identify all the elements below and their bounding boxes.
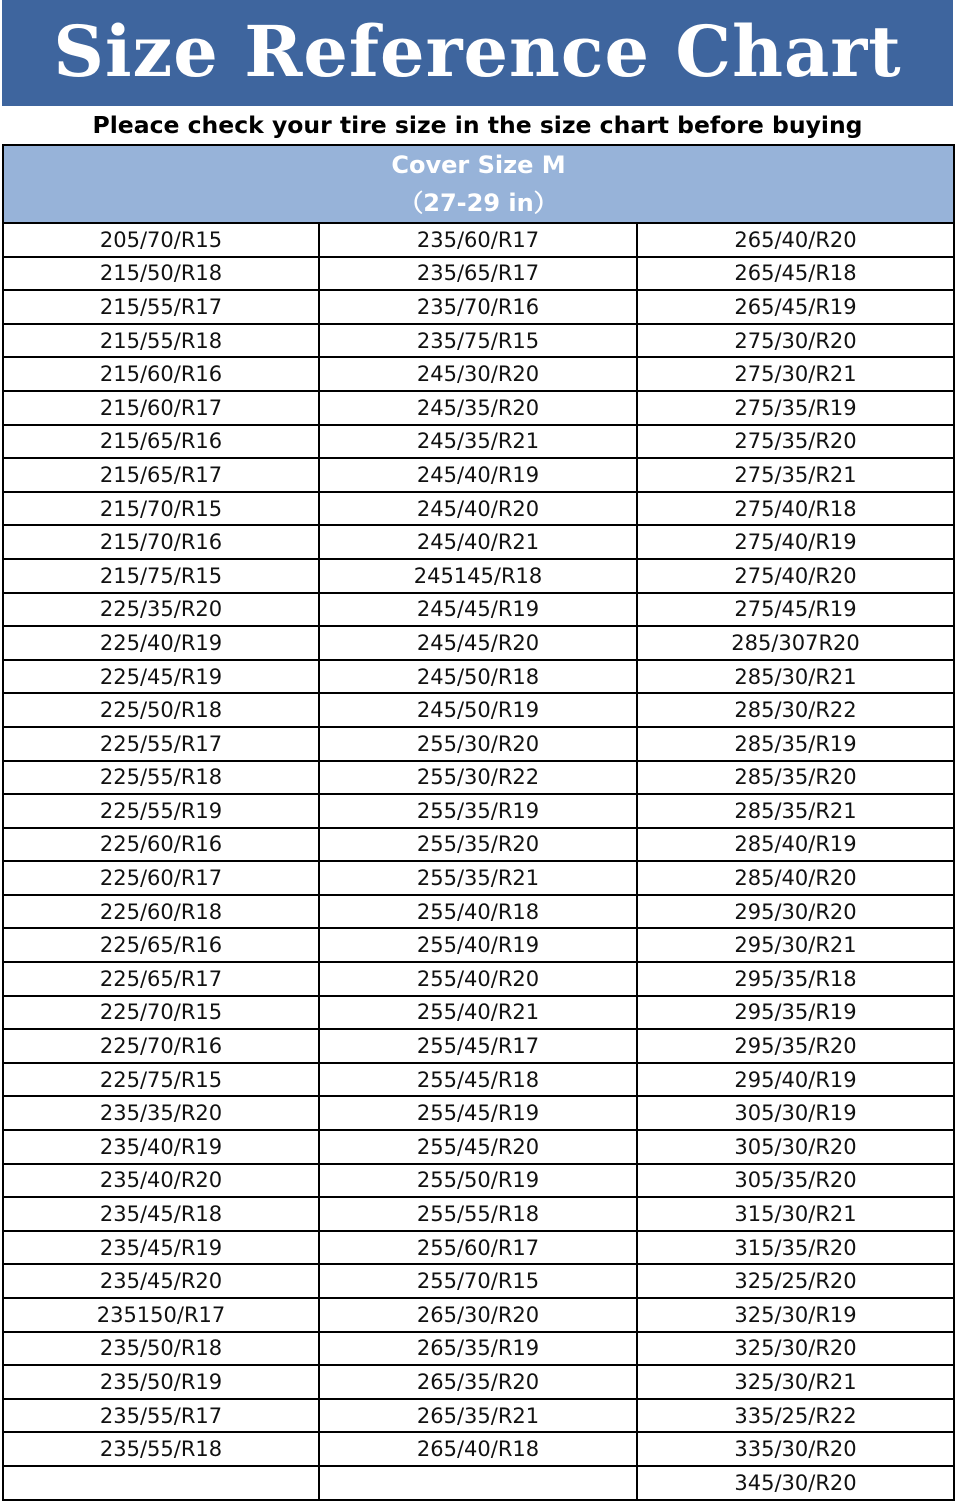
tire-size-cell: 215/65/R17 <box>3 458 319 492</box>
tire-size-cell: 285/35/R20 <box>637 761 954 795</box>
table-row <box>3 425 954 459</box>
tire-size-cell: 215/55/R18 <box>3 324 319 358</box>
tire-size-cell: 225/65/R17 <box>3 962 319 996</box>
tire-size-cell: 215/70/R16 <box>3 525 319 559</box>
tire-size-cell: 255/70/R15 <box>319 1264 637 1298</box>
tire-size-cell: 285/30/R21 <box>637 660 954 694</box>
tire-size-cell: 275/45/R19 <box>637 593 954 627</box>
table-row <box>3 525 954 559</box>
tire-size-cell: 245/35/R21 <box>319 425 637 459</box>
tire-size-cell: 275/40/R19 <box>637 525 954 559</box>
tire-size-cell: 275/35/R20 <box>637 425 954 459</box>
tire-size-cell: 285/35/R19 <box>637 727 954 761</box>
tire-size-cell: 225/60/R18 <box>3 895 319 929</box>
tire-size-cell: 265/35/R20 <box>319 1365 637 1399</box>
page-title: Size Reference Chart <box>53 10 902 93</box>
tire-size-cell: 225/50/R18 <box>3 693 319 727</box>
tire-size-cell: 235/55/R18 <box>3 1432 319 1466</box>
tire-size-cell: 265/40/R18 <box>319 1432 637 1466</box>
table-row <box>3 1332 954 1366</box>
table-row <box>3 1029 954 1063</box>
table-row <box>3 458 954 492</box>
tire-size-cell: 255/35/R21 <box>319 861 637 895</box>
tire-size-cell: 275/40/R20 <box>637 559 954 593</box>
tire-size-cell: 295/40/R19 <box>637 1063 954 1097</box>
table-row <box>3 693 954 727</box>
tire-size-cell: 215/55/R17 <box>3 290 319 324</box>
cover-size-header <box>3 145 954 223</box>
table-row <box>3 1466 954 1500</box>
tire-size-cell: 225/35/R20 <box>3 593 319 627</box>
tire-size-cell: 275/30/R21 <box>637 357 954 391</box>
tire-size-cell: 275/30/R20 <box>637 324 954 358</box>
tire-size-cell: 235/45/R20 <box>3 1264 319 1298</box>
tire-size-cell: 255/35/R19 <box>319 794 637 828</box>
tire-size-cell: 235/45/R19 <box>3 1231 319 1265</box>
table-row <box>3 492 954 526</box>
tire-size-cell: 275/35/R21 <box>637 458 954 492</box>
tire-size-cell: 265/35/R19 <box>319 1332 637 1366</box>
tire-size-cell: 265/35/R21 <box>319 1399 637 1433</box>
tire-size-cell: 235/65/R17 <box>319 257 637 291</box>
tire-size-cell: 285/40/R19 <box>637 828 954 862</box>
table-row <box>3 1231 954 1265</box>
tire-size-cell: 325/30/R19 <box>637 1298 954 1332</box>
size-reference-table <box>2 144 955 1501</box>
table-row <box>3 1197 954 1231</box>
tire-size-cell: 215/50/R18 <box>3 257 319 291</box>
tire-size-cell: 315/35/R20 <box>637 1231 954 1265</box>
tire-size-cell: 235/70/R16 <box>319 290 637 324</box>
tire-size-cell: 255/45/R17 <box>319 1029 637 1063</box>
tire-size-cell: 325/30/R21 <box>637 1365 954 1399</box>
tire-size-cell: 245/50/R19 <box>319 693 637 727</box>
tire-size-cell: 285/35/R21 <box>637 794 954 828</box>
table-row <box>3 1264 954 1298</box>
tire-size-cell <box>319 1466 637 1500</box>
tire-size-cell: 335/25/R22 <box>637 1399 954 1433</box>
tire-size-cell: 305/30/R19 <box>637 1096 954 1130</box>
table-row <box>3 794 954 828</box>
tire-size-cell: 245/30/R20 <box>319 357 637 391</box>
tire-size-cell: 235/75/R15 <box>319 324 637 358</box>
tire-size-cell: 295/35/R18 <box>637 962 954 996</box>
tire-size-cell: 215/60/R16 <box>3 357 319 391</box>
subtitle-instruction: Pleace check your tire size in the size chart before buying <box>92 111 863 139</box>
table-row <box>3 861 954 895</box>
table-row <box>3 559 954 593</box>
tire-size-cell: 295/30/R21 <box>637 928 954 962</box>
tire-size-cell: 215/60/R17 <box>3 391 319 425</box>
tire-size-cell: 255/40/R19 <box>319 928 637 962</box>
tire-size-cell: 235/40/R20 <box>3 1164 319 1198</box>
tire-size-cell: 245145/R18 <box>319 559 637 593</box>
tire-size-cell: 225/55/R17 <box>3 727 319 761</box>
tire-size-cell: 275/40/R18 <box>637 492 954 526</box>
tire-size-cell: 225/60/R17 <box>3 861 319 895</box>
tire-size-cell: 245/40/R21 <box>319 525 637 559</box>
tire-size-cell: 245/40/R19 <box>319 458 637 492</box>
tire-size-cell: 275/35/R19 <box>637 391 954 425</box>
tire-size-cell: 285/40/R20 <box>637 861 954 895</box>
tire-size-cell: 225/45/R19 <box>3 660 319 694</box>
tire-size-cell: 325/30/R20 <box>637 1332 954 1366</box>
tire-size-cell: 225/55/R19 <box>3 794 319 828</box>
tire-size-cell: 245/45/R20 <box>319 626 637 660</box>
tire-size-cell: 325/25/R20 <box>637 1264 954 1298</box>
table-row <box>3 1164 954 1198</box>
table-row <box>3 223 954 257</box>
table-row <box>3 1432 954 1466</box>
table-row <box>3 324 954 358</box>
table-row <box>3 391 954 425</box>
tire-size-cell: 215/75/R15 <box>3 559 319 593</box>
tire-size-cell: 215/70/R15 <box>3 492 319 526</box>
tire-size-cell <box>3 1466 319 1500</box>
table-row <box>3 1365 954 1399</box>
tire-size-cell: 225/60/R16 <box>3 828 319 862</box>
table-row <box>3 928 954 962</box>
table-row <box>3 828 954 862</box>
tire-size-cell: 235/40/R19 <box>3 1130 319 1164</box>
tire-size-cell: 245/45/R19 <box>319 593 637 627</box>
tire-size-cell: 255/45/R20 <box>319 1130 637 1164</box>
tire-size-cell: 295/35/R20 <box>637 1029 954 1063</box>
tire-size-cell: 245/40/R20 <box>319 492 637 526</box>
table-row <box>3 1096 954 1130</box>
tire-size-cell: 285/30/R22 <box>637 693 954 727</box>
tire-size-cell: 335/30/R20 <box>637 1432 954 1466</box>
table-row <box>3 895 954 929</box>
table-row <box>3 1298 954 1332</box>
tire-size-cell: 235/55/R17 <box>3 1399 319 1433</box>
table-header-row <box>3 145 954 223</box>
table-row <box>3 290 954 324</box>
tire-size-cell: 225/65/R16 <box>3 928 319 962</box>
tire-size-cell: 285/307R20 <box>637 626 954 660</box>
cover-size-label: Cover Size M <box>391 151 566 179</box>
tire-size-cell: 265/45/R18 <box>637 257 954 291</box>
tire-size-cell: 225/75/R15 <box>3 1063 319 1097</box>
tire-size-cell: 265/30/R20 <box>319 1298 637 1332</box>
tire-size-cell: 255/45/R19 <box>319 1096 637 1130</box>
table-row <box>3 1399 954 1433</box>
tire-size-cell: 255/30/R22 <box>319 761 637 795</box>
tire-size-cell: 235/50/R18 <box>3 1332 319 1366</box>
tire-size-cell: 255/45/R18 <box>319 1063 637 1097</box>
tire-size-cell: 225/70/R16 <box>3 1029 319 1063</box>
tire-size-cell: 265/45/R19 <box>637 290 954 324</box>
table-row <box>3 996 954 1030</box>
table-body <box>3 223 954 1500</box>
tire-size-cell: 305/35/R20 <box>637 1164 954 1198</box>
table-row <box>3 761 954 795</box>
tire-size-cell: 295/35/R19 <box>637 996 954 1030</box>
table-row <box>3 1130 954 1164</box>
table-row <box>3 626 954 660</box>
tire-size-cell: 315/30/R21 <box>637 1197 954 1231</box>
tire-size-cell: 205/70/R15 <box>3 223 319 257</box>
tire-size-cell: 225/70/R15 <box>3 996 319 1030</box>
table-row <box>3 727 954 761</box>
tire-size-cell: 235150/R17 <box>3 1298 319 1332</box>
tire-size-cell: 255/50/R19 <box>319 1164 637 1198</box>
tire-size-cell: 255/40/R20 <box>319 962 637 996</box>
tire-size-cell: 235/50/R19 <box>3 1365 319 1399</box>
tire-size-cell: 225/55/R18 <box>3 761 319 795</box>
tire-size-cell: 225/40/R19 <box>3 626 319 660</box>
tire-size-cell: 295/30/R20 <box>637 895 954 929</box>
tire-size-cell: 245/50/R18 <box>319 660 637 694</box>
tire-size-cell: 235/60/R17 <box>319 223 637 257</box>
table-row <box>3 660 954 694</box>
tire-size-cell: 255/30/R20 <box>319 727 637 761</box>
tire-size-cell: 265/40/R20 <box>637 223 954 257</box>
tire-size-cell: 255/60/R17 <box>319 1231 637 1265</box>
title-banner <box>2 0 953 106</box>
cover-size-range: （27-29 in） <box>399 189 558 217</box>
table-row <box>3 962 954 996</box>
tire-size-cell: 345/30/R20 <box>637 1466 954 1500</box>
tire-size-cell: 255/40/R21 <box>319 996 637 1030</box>
table-row <box>3 257 954 291</box>
tire-size-cell: 215/65/R16 <box>3 425 319 459</box>
tire-size-cell: 255/35/R20 <box>319 828 637 862</box>
table-row <box>3 1063 954 1097</box>
tire-size-cell: 255/40/R18 <box>319 895 637 929</box>
table-row <box>3 357 954 391</box>
tire-size-cell: 235/45/R18 <box>3 1197 319 1231</box>
tire-size-cell: 245/35/R20 <box>319 391 637 425</box>
tire-size-cell: 235/35/R20 <box>3 1096 319 1130</box>
tire-size-cell: 255/55/R18 <box>319 1197 637 1231</box>
table-row <box>3 593 954 627</box>
tire-size-cell: 305/30/R20 <box>637 1130 954 1164</box>
